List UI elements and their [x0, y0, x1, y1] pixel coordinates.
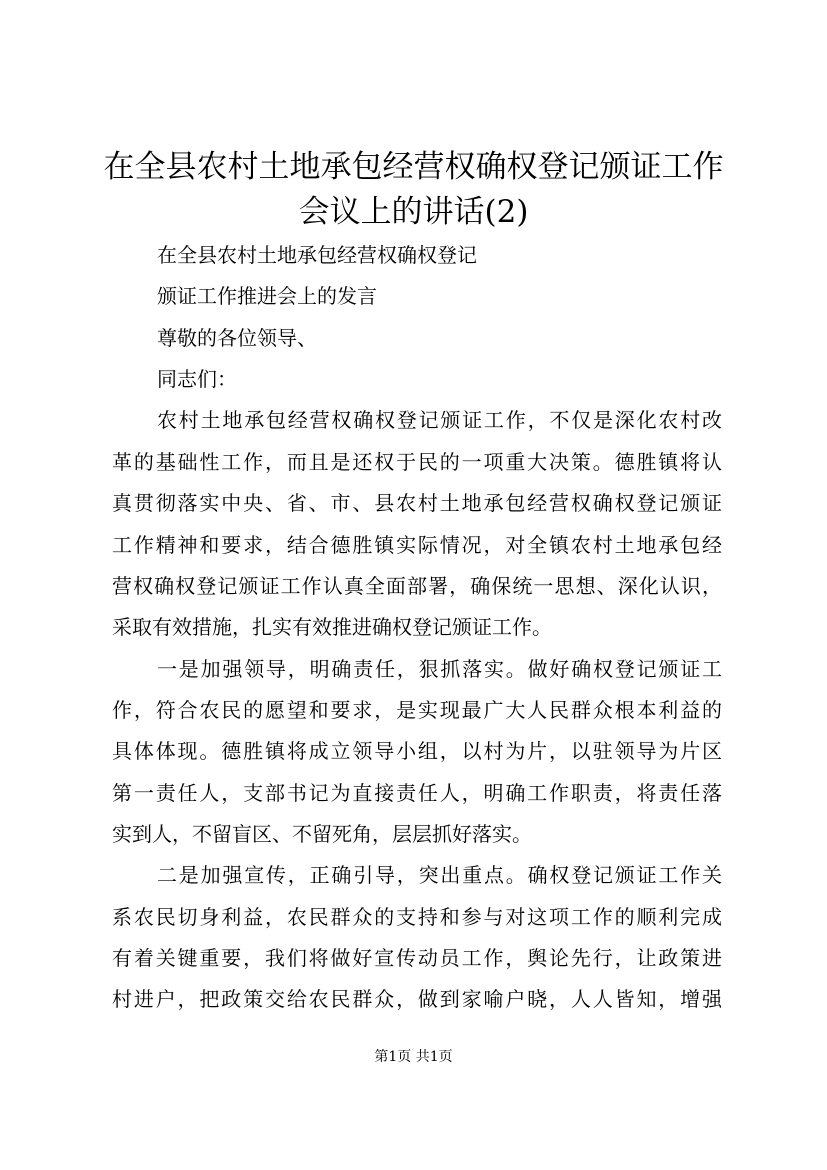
paragraph-3-line: 村进户，把政策交给农民群众，做到家喻户晓，人人皆知，增强: [112, 987, 722, 1011]
subtitle-line-2: 颁证工作推进会上的发言: [157, 284, 377, 308]
paragraph-2-line: 实到人，不留盲区、不留死角，层层抓好落实。: [112, 822, 532, 846]
paragraph-1-line: 真贯彻落实中央、省、市、县农村土地承包经营权确权登记颁证: [112, 491, 722, 515]
paragraph-1-line: 农村土地承包经营权确权登记颁证工作，不仅是深化农村改: [157, 408, 722, 432]
paragraph-3-line: 有着关键重要，我们将做好宣传动员工作，舆论先行，让政策进: [112, 946, 722, 970]
paragraph-1-line: 革的基础性工作，而且是还权于民的一项重大决策。德胜镇将认: [112, 450, 722, 474]
paragraph-1-line: 工作精神和要求，结合德胜镇实际情况，对全镇农村土地承包经: [112, 533, 722, 557]
paragraph-2-line: 具体体现。德胜镇将成立领导小组，以村为片，以驻领导为片区: [112, 739, 722, 763]
document-title-line-2: 会议上的讲话(2): [298, 194, 529, 230]
paragraph-2-line: 作，符合农民的愿望和要求，是实现最广大人民群众根本利益的: [112, 698, 722, 722]
salutation-line-1: 尊敬的各位领导、: [157, 326, 317, 350]
paragraph-3-line: 系农民切身利益，农民群众的支持和参与对这项工作的顺利完成: [112, 905, 722, 929]
paragraph-1-line: 采取有效措施，扎实有效推进确权登记颁证工作。: [112, 615, 552, 639]
document-title-line-1: 在全县农村土地承包经营权确权登记颁证工作: [103, 149, 724, 185]
paragraph-2-line: 一是加强领导，明确责任，狠抓落实。做好确权登记颁证工: [157, 657, 722, 681]
salutation-line-2: 同志们：: [157, 367, 237, 391]
page-footer: 第1页 共1页: [374, 1049, 453, 1065]
paragraph-1-line: 营权确权登记颁证工作认真全面部署，确保统一思想、深化认识，: [112, 574, 722, 598]
paragraph-3-line: 二是加强宣传，正确引导，突出重点。确权登记颁证工作关: [157, 863, 722, 887]
subtitle-line-1: 在全县农村土地承包经营权确权登记: [157, 243, 477, 267]
paragraph-2-line: 第一责任人，支部书记为直接责任人，明确工作职责，将责任落: [112, 781, 722, 805]
